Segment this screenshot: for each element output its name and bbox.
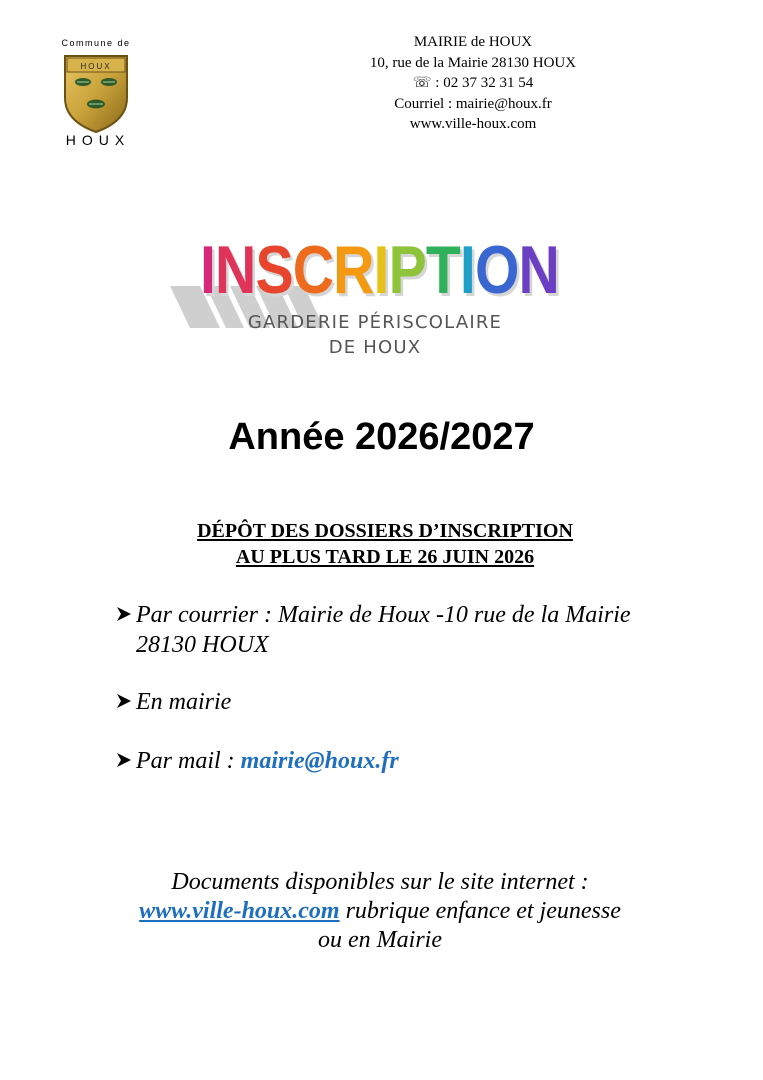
address-line-email: Courriel : mairie@houx.fr xyxy=(394,95,552,112)
banner-title-letter: I xyxy=(373,232,389,308)
address-line-website: www.ville-houx.com xyxy=(409,116,537,132)
mairie-address xyxy=(330,32,616,135)
banner-title-letter: C xyxy=(292,232,334,308)
bullet-courrier xyxy=(116,600,736,660)
documents-line2-rest: rubrique enfance et jeunesse xyxy=(339,898,621,924)
banner-title-letter: N xyxy=(215,232,256,308)
shield-name: HOUX xyxy=(80,62,112,71)
submission-methods xyxy=(116,600,736,776)
inscription-banner xyxy=(170,230,560,360)
documents-availability xyxy=(100,868,660,955)
deposit-line2: AU PLUS TARD LE 26 JUIN 2026 xyxy=(235,546,535,568)
arrow-bullet-icon xyxy=(116,606,132,622)
banner-title-letter: S xyxy=(255,232,293,308)
courrier-line2: 28130 HOUX xyxy=(136,632,269,658)
banner-title-letter: R xyxy=(333,232,374,308)
deposit-heading xyxy=(0,518,763,570)
banner-subtitle-line1: GARDERIE PÉRISCOLAIRE xyxy=(247,312,503,333)
address-line-phone: ☏ : 02 37 32 31 54 xyxy=(412,75,534,91)
bullet-mairie xyxy=(116,687,736,717)
deposit-line1: DÉPÔT DES DOSSIERS D’INSCRIPTION xyxy=(197,520,573,542)
documents-line3: ou en Mairie xyxy=(318,927,442,953)
banner-title-letter: T xyxy=(425,232,460,308)
mail-link[interactable]: mairie@houx.fr xyxy=(240,748,399,774)
arrow-bullet-icon xyxy=(116,693,132,709)
address-line-street: 10, rue de la Mairie 28130 HOUX xyxy=(369,54,577,71)
banner-subtitle xyxy=(210,310,540,360)
documents-line1: Documents disponibles sur le site internet : xyxy=(171,869,589,895)
school-year-title: Année 2026/2027 xyxy=(228,416,535,458)
mairie-text: En mairie xyxy=(136,689,232,715)
mail-prefix: Par mail : xyxy=(136,748,241,774)
arrow-bullet-icon xyxy=(116,752,132,768)
banner-title-letter: P xyxy=(388,232,426,308)
shield-icon xyxy=(61,52,131,134)
banner-subtitle-line2: DE HOUX xyxy=(328,337,422,358)
banner-title-letter: O xyxy=(474,232,519,308)
courrier-line1: Par courrier : Mairie de Houx -10 rue de la Mairie xyxy=(136,602,631,628)
commune-logo xyxy=(40,38,150,150)
bullet-mail xyxy=(116,746,736,776)
banner-title xyxy=(200,230,559,310)
banner-title-letter: I xyxy=(459,232,475,308)
address-line-name: MAIRIE de HOUX xyxy=(413,34,533,50)
banner-title-letter: N xyxy=(518,232,559,308)
logo-bottom-text: HOUX xyxy=(65,132,131,148)
banner-title-letter: I xyxy=(200,232,216,308)
website-link[interactable]: www.ville-houx.com xyxy=(139,898,340,924)
logo-top-text: Commune de xyxy=(61,38,131,48)
